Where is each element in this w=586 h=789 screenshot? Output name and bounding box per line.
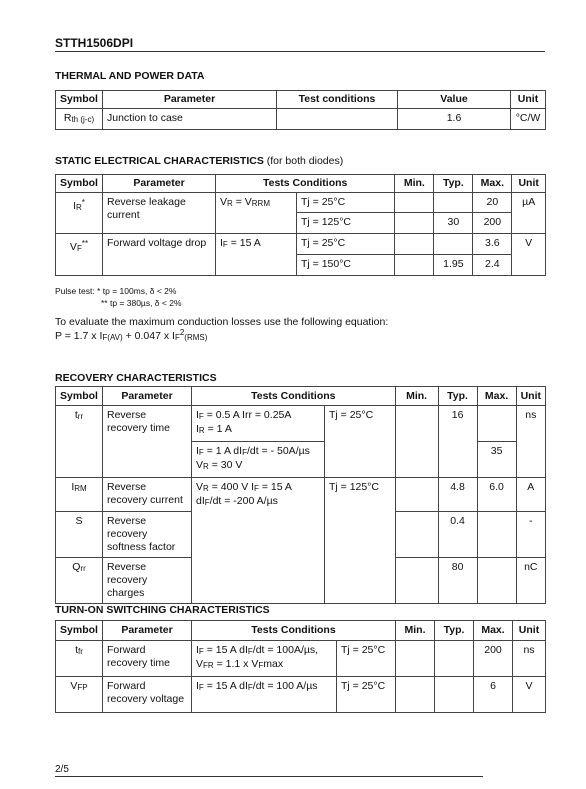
vfp-tj: Tj = 25°C <box>337 677 396 713</box>
tfr-unit: ns <box>513 641 546 677</box>
ir-t2: Tj = 125°C <box>297 213 395 234</box>
turnon-table <box>55 620 546 713</box>
recovery-table <box>55 386 546 604</box>
rth-value: 1.6 <box>398 109 511 130</box>
qrr-symbol: Qrr <box>56 558 103 604</box>
th-typ: Typ. <box>438 387 477 406</box>
rth-param: Junction to case <box>103 109 277 130</box>
irm-tj: Tj = 125°C <box>325 478 396 604</box>
th-typ: Typ. <box>434 175 473 193</box>
vf-cond: IF = 15 A <box>216 234 297 276</box>
trr-typ: 16 <box>438 406 477 442</box>
th-test: Tests Conditions <box>192 621 396 641</box>
vf-t2: Tj = 150°C <box>297 255 395 276</box>
th-max: Max. <box>477 387 516 406</box>
th-parameter: Parameter <box>103 175 216 193</box>
pulse-note-2: ** tp = 380µs, δ < 2% <box>101 298 182 308</box>
ir-t1: Tj = 25°C <box>297 193 395 213</box>
vf-t2-typ: 1.95 <box>434 255 473 276</box>
th-value: Value <box>398 91 511 109</box>
th-min: Min. <box>395 175 434 193</box>
th-typ: Typ. <box>435 621 474 641</box>
vfp-unit: V <box>513 677 546 713</box>
trr-tj: Tj = 25°C <box>325 406 396 478</box>
trr-max-2: 35 <box>477 442 516 478</box>
tfr-max: 200 <box>474 641 513 677</box>
footer-rule <box>55 776 483 777</box>
th-symbol: Symbol <box>56 91 103 109</box>
th-unit: Unit <box>512 175 546 193</box>
thermal-title: THERMAL AND POWER DATA <box>55 70 205 82</box>
vfp-cond: IF = 15 A dIF/dt = 100 A/µs <box>192 677 337 713</box>
th-symbol: Symbol <box>56 175 103 193</box>
trr-unit: ns <box>516 406 545 478</box>
vf-t1-max: 3.6 <box>473 234 512 255</box>
s-unit: - <box>516 512 545 558</box>
trr-symbol: trr <box>56 406 103 478</box>
irm-symbol: IRM <box>56 478 103 512</box>
trr-cond-1: IF = 0.5 A Irr = 0.25A IR = 1 A <box>192 406 325 442</box>
tfr-symbol: tfr <box>56 641 103 677</box>
vfp-symbol: VFP <box>56 677 103 713</box>
page-number: 2/5 <box>55 764 69 775</box>
s-symbol: S <box>56 512 103 558</box>
ir-t2-typ: 30 <box>434 213 473 234</box>
s-typ: 0.4 <box>438 512 477 558</box>
loss-equation: P = 1.7 x IF(AV) + 0.047 x $IF^2(RMS)$ <box>55 328 208 342</box>
th-symbol: Symbol <box>56 621 103 641</box>
static-table <box>55 174 546 276</box>
ir-cond: VR = VRRM <box>216 193 297 234</box>
th-test: Test conditions <box>277 91 398 109</box>
irm-param: Reverse recovery current <box>103 478 192 512</box>
vfp-max: 6 <box>474 677 513 713</box>
irm-cond: VR = 400 V IF = 15 A dIF/dt = -200 A/µs <box>192 478 325 604</box>
recovery-title: RECOVERY CHARACTERISTICS <box>55 372 217 384</box>
th-parameter: Parameter <box>103 621 192 641</box>
rth-symbol: Rth (j-c) <box>56 109 103 130</box>
qrr-param: Reverse recovery charges <box>103 558 192 604</box>
rth-test <box>277 109 398 130</box>
header-rule <box>55 51 545 52</box>
turnon-title: TURN-ON SWITCHING CHARACTERISTICS <box>55 604 270 616</box>
ir-param: Reverse leakage current <box>103 193 216 234</box>
eval-text: To evaluate the maximum conduction losses use the following equation: <box>55 316 389 328</box>
tfr-tj: Tj = 25°C <box>337 641 396 677</box>
irm-max: 6.0 <box>477 478 516 512</box>
th-parameter: Parameter <box>103 91 277 109</box>
th-max: Max. <box>473 175 512 193</box>
thermal-table <box>55 90 546 130</box>
th-unit: Unit <box>516 387 545 406</box>
ir-symbol: IR* <box>56 193 103 234</box>
th-test: Tests Conditions <box>216 175 395 193</box>
static-title: STATIC ELECTRICAL CHARACTERISTICS (for both diodes) <box>55 155 344 167</box>
qrr-typ: 80 <box>438 558 477 604</box>
ir-unit: µA <box>512 193 546 234</box>
th-min: Min. <box>396 621 435 641</box>
vf-param: Forward voltage drop <box>103 234 216 276</box>
trr-cond-2: IF = 1 A dIF/dt = - 50A/µs VR = 30 V <box>192 442 325 478</box>
th-max: Max. <box>474 621 513 641</box>
th-unit: Unit <box>513 621 546 641</box>
irm-typ: 4.8 <box>438 478 477 512</box>
vf-unit: V <box>512 234 546 276</box>
pulse-note-1: Pulse test: * tp = 100ms, δ < 2% <box>55 286 177 296</box>
irm-unit: A <box>516 478 545 512</box>
th-unit: Unit <box>511 91 546 109</box>
th-test: Tests Conditions <box>192 387 396 406</box>
ir-t1-max: 20 <box>473 193 512 213</box>
rth-unit: °C/W <box>511 109 546 130</box>
th-symbol: Symbol <box>56 387 103 406</box>
trr-param: Reverse recovery time <box>103 406 192 478</box>
ir-t2-max: 200 <box>473 213 512 234</box>
qrr-unit: nC <box>516 558 545 604</box>
th-min: Min. <box>395 387 438 406</box>
th-parameter: Parameter <box>103 387 192 406</box>
tfr-cond: IF = 15 A dIF/dt = 100A/µs, VFR = 1.1 x VFmax <box>192 641 337 677</box>
vf-t2-max: 2.4 <box>473 255 512 276</box>
s-param: Reverse recovery softness factor <box>103 512 192 558</box>
vfp-param: Forward recovery voltage <box>103 677 192 713</box>
tfr-param: Forward recovery time <box>103 641 192 677</box>
part-number: STTH1506DPI <box>55 36 134 50</box>
vf-t1: Tj = 25°C <box>297 234 395 255</box>
vf-symbol: VF** <box>56 234 103 276</box>
